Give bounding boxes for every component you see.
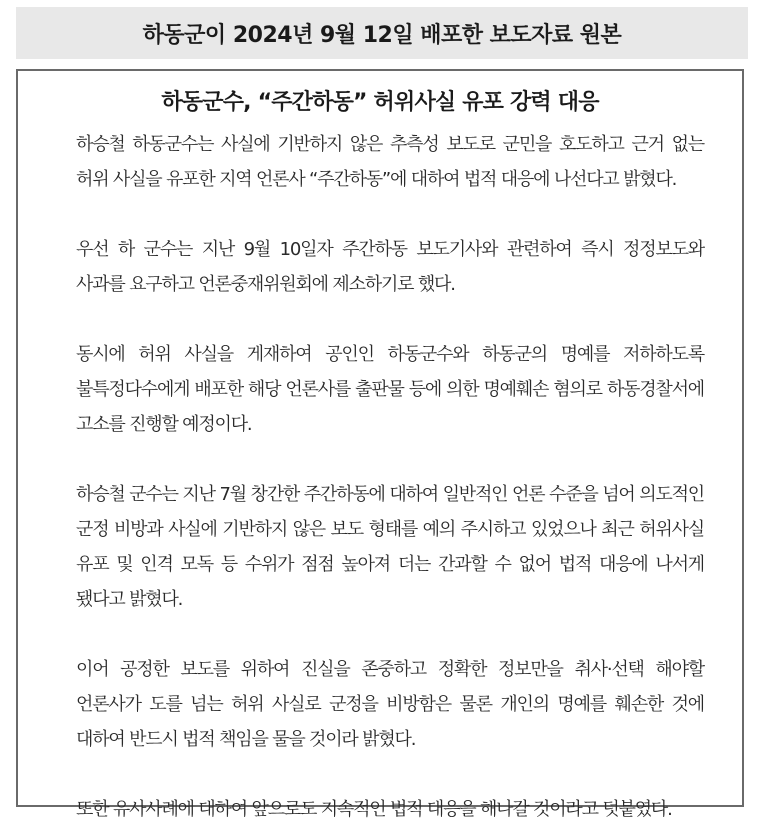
- paragraph: 하승철 군수는 지난 7월 창간한 주간하동에 대하여 일반적인 언론 수준을 넘어 의도적인 군정 비방과 사실에 기반하지 않은 보도 형태를 예의 주시하고 있었으나 최근 허위사실 유포 및 인격 모독 등 수위가 점점 높아져 더는 간과할 수 없어 법적 대응에 나서게 됐다고 밝혔다.: [76, 484, 704, 610]
- paragraph: 하승철 하동군수는 사실에 기반하지 않은 추측성 보도로 군민을 호도하고 근거 없는 허위 사실을 유포한 지역 언론사 “주간하동”에 대하여 법적 대응에 나선다고 밝혔다.: [76, 134, 704, 190]
- paragraph: 동시에 허위 사실을 게재하여 공인인 하동군수와 하동군의 명예를 저하하도록 불특정다수에게 배포한 해당 언론사를 출판물 등에 의한 명예훼손 혐의로 하동경찰서에 고소를 진행할 예정이다.: [76, 344, 704, 435]
- press-release-box: [16, 69, 744, 820]
- press-release-body: [76, 127, 704, 827]
- paragraph: 또한 유사사례에 대하여 앞으로도 지속적인 법적 대응을 해나갈 것이라고 덧붙였다.: [76, 799, 672, 820]
- paragraph: 이어 공정한 보도를 위하여 진실을 존중하고 정확한 정보만을 취사·선택 해야할 언론사가 도를 넘는 허위 사실로 군정을 비방함은 물론 개인의 명예를 훼손한 것에 대하여 반드시 법적 책임을 물을 것이라 밝혔다.: [76, 659, 704, 750]
- header-title: 하동군이 2024년 9월 12일 배포한 보도자료 원본: [142, 22, 622, 48]
- paragraph: 우선 하 군수는 지난 9월 10일자 주간하동 보도기사와 관련하여 즉시 정정보도와 사과를 요구하고 언론중재위원회에 제소하기로 했다.: [76, 239, 704, 295]
- header-banner: [16, 7, 748, 59]
- press-release-title: 하동군수, “주간하동” 허위사실 유포 강력 대응: [161, 90, 599, 115]
